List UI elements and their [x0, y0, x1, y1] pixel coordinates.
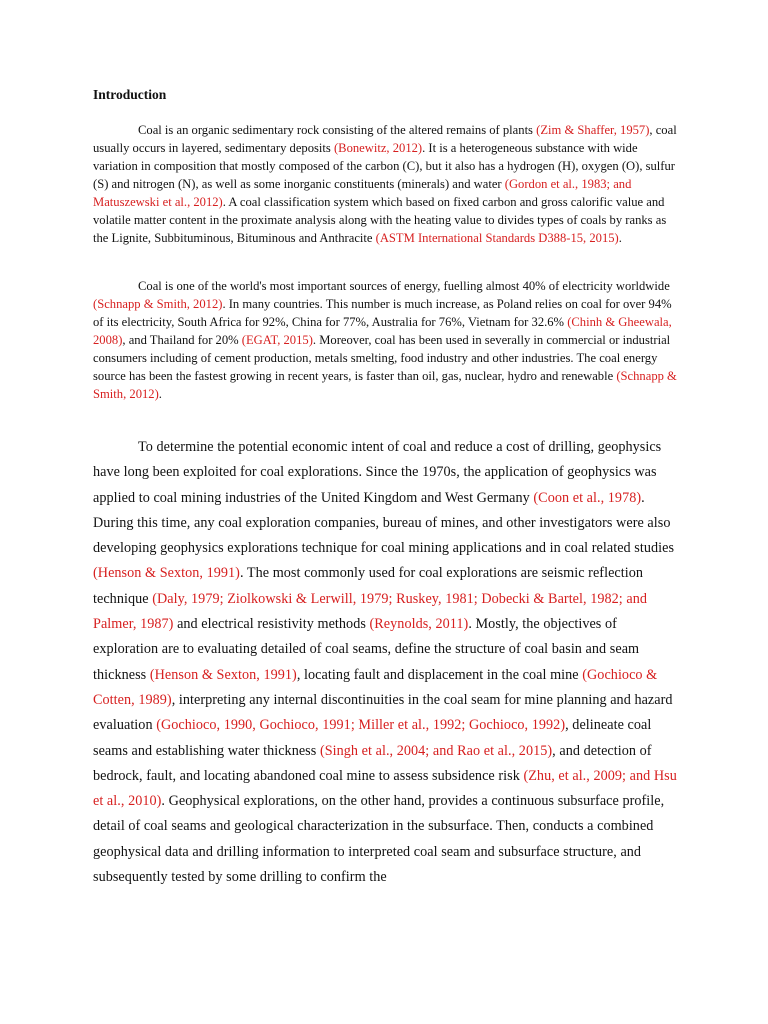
text-run: and electrical resistivity methods — [173, 616, 370, 633]
citation: (Daly, 1979; Ziolkowski & Lerwill, 1979; Ruskey, 1981; Dobecki & Bartel, 1982; and Palmer, 1987) — [93, 590, 648, 633]
citation: (Reynolds, 2011) — [369, 616, 469, 633]
text-run: , delineate coal seams and establishing water thickness — [93, 717, 652, 759]
text-run: , locating fault and displacement in the coal mine — [296, 666, 583, 683]
text-run: . A coal classification system which based on fixed carbon and gross calorific value and volatile matter content in the proximate analysis along with the heating value to divides types of coals by ranks as the Lignite, Subbituminous, Bituminous and Anthracite — [93, 195, 667, 245]
citation: (ASTM International Standards D388-15, 2015) — [375, 231, 619, 245]
citation: (Schnapp & Smith, 2012) — [93, 297, 223, 311]
text-run: . — [158, 387, 162, 401]
text-run: . Geophysical explorations, on the other hand, provides a continuous subsurface profile, detail of coal seams and geological characterization in the subsurface. Then, conducts a combined geophysical data and drilling information to interpreted coal seam and subsurface structure, and subsequently tested by some drilling to confirm the — [93, 793, 665, 886]
citation: (EGAT, 2015) — [241, 333, 313, 347]
citation: (Chinh & Gheewala, 2008) — [93, 315, 672, 347]
citation: (Singh et al., 2004; and Rao et al., 2015) — [319, 742, 553, 759]
citation: (Bonewitz, 2012) — [333, 141, 423, 155]
text-run: , interpreting any internal discontinuities in the coal seam for mine planning and hazard evaluation — [93, 691, 673, 734]
citation: (Coon et al., 1978) — [533, 489, 642, 506]
paragraph-coal-energy — [93, 277, 680, 403]
paragraph-geophysics — [93, 435, 680, 890]
citation: (Gochioco & Cotten, 1989) — [93, 666, 658, 708]
text-run: , and Thailand for 20% — [122, 333, 242, 347]
text-run: . It is a heterogeneous substance with wide variation in composition that mostly composed of the carbon (C), but it also has a hydrogen (H), oxygen (O), sulfur (S) and nitrogen (N), as well as some inorganic constituents (minerals) and water — [93, 141, 675, 191]
paragraph-coal-definition — [93, 121, 680, 247]
text-run: Coal is one of the world's most important sources of energy, fuelling almost 40% of electricity worldwide — [138, 279, 670, 293]
citation: (Zim & Shaffer, 1957) — [536, 123, 650, 137]
text-run: . — [618, 231, 622, 245]
text-run: , and detection of bedrock, fault, and locating abandoned coal mine to assess subsidence risk — [93, 742, 652, 784]
text-run: . Mostly, the objectives of exploration are to evaluating detailed of coal seams, define the structure of coal basin and seam thickness — [93, 616, 640, 683]
citation: (Gordon et al., 1983; and Matuszewski et al., 2012) — [93, 177, 632, 209]
citation: (Gochioco, 1990, Gochioco, 1991; Miller et al., 1992; Gochioco, 1992) — [156, 717, 566, 734]
text-run: . The most commonly used for coal explorations are seismic reflection technique — [93, 565, 644, 607]
citation: (Zhu, et al., 2009; and Hsu et al., 2010) — [93, 767, 677, 810]
text-run: . Moreover, coal has been used in severally in commercial or industrial consumers including of cement production, metals smelting, food industry and other industries. The coal energy source has been the fastest growing in recent years, is faster than oil, gas, nuclear, hydro and renewable — [93, 333, 671, 383]
citation: (Henson & Sexton, 1991) — [93, 565, 240, 582]
section-heading: Introduction — [93, 87, 167, 102]
text-run: To determine the potential economic intent of coal and reduce a cost of drilling, geophysics have long been exploited for coal explorations. Since the 1970s, the application of geophysics was applied to coal mining industries of the United Kingdom and West Germany — [93, 439, 662, 506]
text-run: , coal usually occurs in layered, sedimentary deposits — [93, 123, 677, 155]
citation: (Schnapp & Smith, 2012) — [93, 369, 677, 401]
citation: (Henson & Sexton, 1991) — [149, 666, 297, 683]
text-run: . In many countries. This number is much increase, as Poland relies on coal for over 94% of its electricity, South Africa for 92%, China for 77%, Australia for 76%, Vietnam for 32.6% — [93, 297, 672, 329]
text-run: . During this time, any coal exploration companies, bureau of mines, and other investigators were also developing geophysics explorations technique for coal mining applications and in coal related studies — [93, 489, 675, 557]
text-run: Coal is an organic sedimentary rock consisting of the altered remains of plants — [138, 123, 537, 137]
